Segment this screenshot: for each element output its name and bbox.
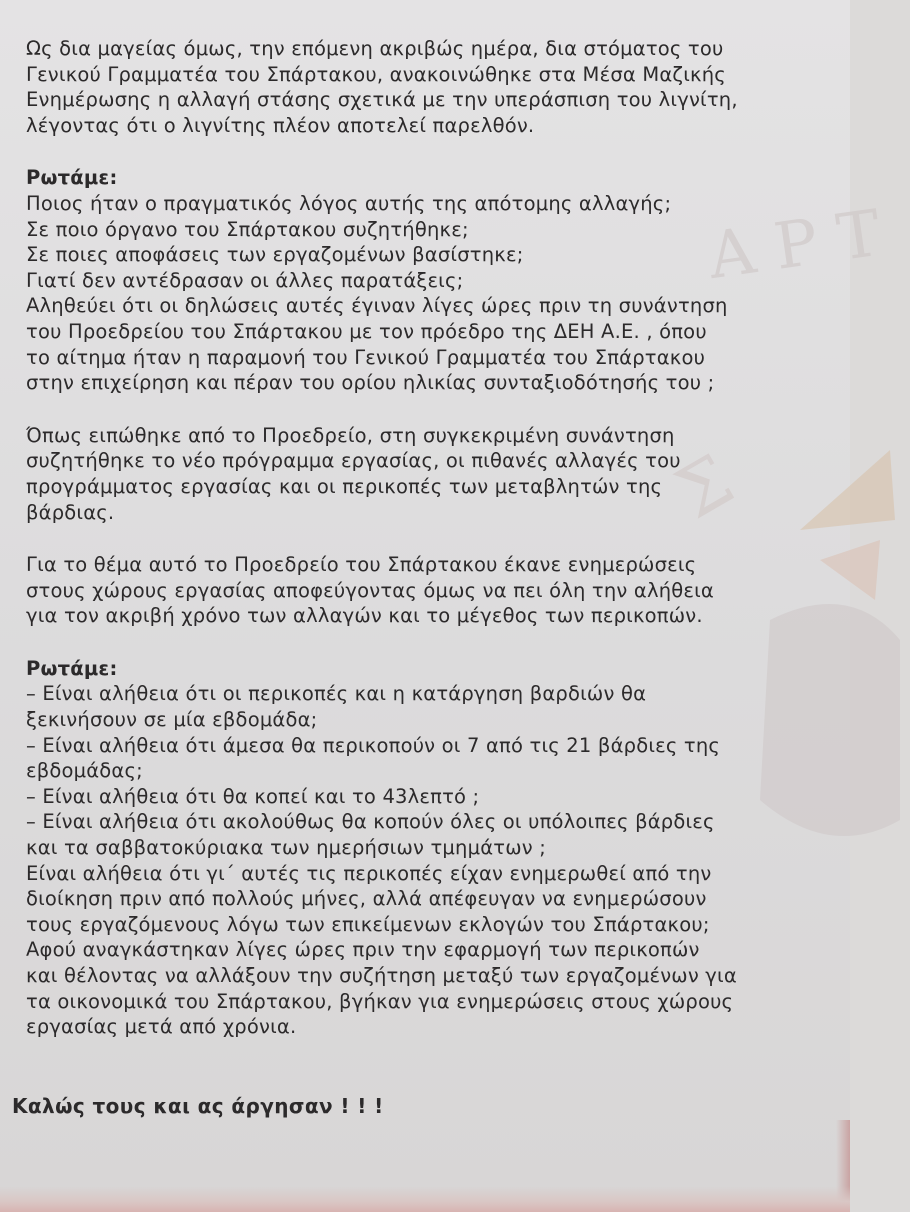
text-line: βάρδιας. xyxy=(26,500,115,524)
questions-section-2 xyxy=(26,656,821,1040)
text-line: διοίκηση πριν από πολλούς μήνες, αλλά απέφευγαν να ενημερώσουν xyxy=(26,887,707,911)
text-line: τους εργαζόμενους λόγω των επικείμενων εκλογών του Σπάρτακου; xyxy=(26,912,710,936)
text-line: τα οικονομικά του Σπάρτακου, βγήκαν για ενημερώσεις στους χώρους xyxy=(26,989,734,1013)
text-line: Ενημέρωσης η αλλαγή στάσης σχετικά με την υπεράσπιση του λιγνίτη, xyxy=(26,88,738,112)
text-line: Σε ποιο όργανο του Σπάρτακου συζητήθηκε; xyxy=(26,217,469,241)
text-line: του Προεδρείου του Σπάρτακου με τον πρόεδρο της ΔΕΗ Α.Ε. , όπου xyxy=(26,319,707,343)
closing-statement: Καλώς τους και ας άργησαν ! ! ! xyxy=(12,1094,384,1118)
text-line: Γιατί δεν αντέδρασαν οι άλλες παρατάξεις; xyxy=(26,268,464,292)
text-line: και τα σαββατοκύριακα των ημερήσιων τμημάτων ; xyxy=(26,836,546,860)
text-line: Ποιος ήταν ο πραγματικός λόγος αυτής της απότομης αλλαγής; xyxy=(26,191,672,215)
text-line: Ως δια μαγείας όμως, την επόμενη ακριβώς ημέρα, δια στόματος του xyxy=(26,37,724,60)
text-line: το αίτημα ήταν η παραμονή του Γενικού Γραμματέα του Σπάρτακου xyxy=(26,345,706,369)
section-heading: Ρωτάμε: xyxy=(26,166,118,190)
text-line: στους χώρους εργασίας αποφεύγοντας όμως να πει όλη την αλήθεια xyxy=(26,578,714,602)
text-line: – Είναι αλήθεια ότι οι περικοπές και η κατάργηση βαρδιών θα xyxy=(26,682,647,706)
text-line: λέγοντας ότι ο λιγνίτης πλέον αποτελεί παρελθόν. xyxy=(26,113,535,137)
text-line: – Είναι αλήθεια ότι θα κοπεί και το 43λεπτό ; xyxy=(26,784,480,808)
text-line: συζητήθηκε το νέο πρόγραμμα εργασίας, οι πιθανές αλλαγές του xyxy=(26,449,681,473)
svg-text:Σ: Σ xyxy=(662,438,747,535)
text-line: Γενικού Γραμματέα του Σπάρτακου, ανακοινώθηκε στα Μέσα Μαζικής xyxy=(26,62,726,86)
text-line: – Είναι αλήθεια ότι άμεσα θα περικοπούν οι 7 από τις 21 βάρδιες της xyxy=(26,733,721,757)
text-line: Σε ποιες αποφάσεις των εργαζομένων βασίστηκε; xyxy=(26,243,524,267)
intro-paragraph xyxy=(26,36,821,138)
text-line: Είναι αλήθεια ότι γι΄ αυτές τις περικοπές είχαν ενημερωθεί από την xyxy=(26,861,712,885)
document-body xyxy=(26,36,821,1067)
text-line: ξεκινήσουν σε μία εβδομάδα; xyxy=(26,708,318,732)
briefings-paragraph xyxy=(26,552,821,629)
text-line: Για το θέμα αυτό το Προεδρείο του Σπάρτακου έκανε ενημερώσεις xyxy=(26,553,697,577)
svg-text:Α Ρ Τ: Α Ρ Τ xyxy=(703,196,886,295)
text-line: Αληθεύει ότι οι δηλώσεις αυτές έγιναν λίγες ώρες πριν τη συνάντηση xyxy=(26,294,728,318)
text-line: εβδομάδας; xyxy=(26,759,143,783)
questions-section-1 xyxy=(26,165,821,395)
text-line: για τον ακριβή χρόνο των αλλαγών και το μέγεθος των περικοπών. xyxy=(26,604,703,628)
text-line: Όπως ειπώθηκε από το Προεδρείο, στη συγκεκριμένη συνάντηση xyxy=(26,423,675,447)
section-heading: Ρωτάμε: xyxy=(26,656,118,680)
text-line: Αφού αναγκάστηκαν λίγες ώρες πριν την εφαρμογή των περικοπών xyxy=(26,938,700,962)
text-line: – Είναι αλήθεια ότι ακολούθως θα κοπούν όλες οι υπόλοιπες βάρδιες xyxy=(26,810,715,834)
text-line: προγράμματος εργασίας και οι περικοπές των μεταβλητών της xyxy=(26,474,663,498)
meeting-paragraph xyxy=(26,423,821,525)
text-line: στην επιχείρηση και πέραν του ορίου ηλικίας συνταξιοδότησής του ; xyxy=(26,371,715,395)
text-line: και θέλοντας να αλλάξουν την συζήτηση μεταξύ των εργαζομένων για xyxy=(26,964,737,987)
text-line: εργασίας μετά από χρόνια. xyxy=(26,1015,297,1039)
page-bottom-edge xyxy=(0,1186,850,1212)
